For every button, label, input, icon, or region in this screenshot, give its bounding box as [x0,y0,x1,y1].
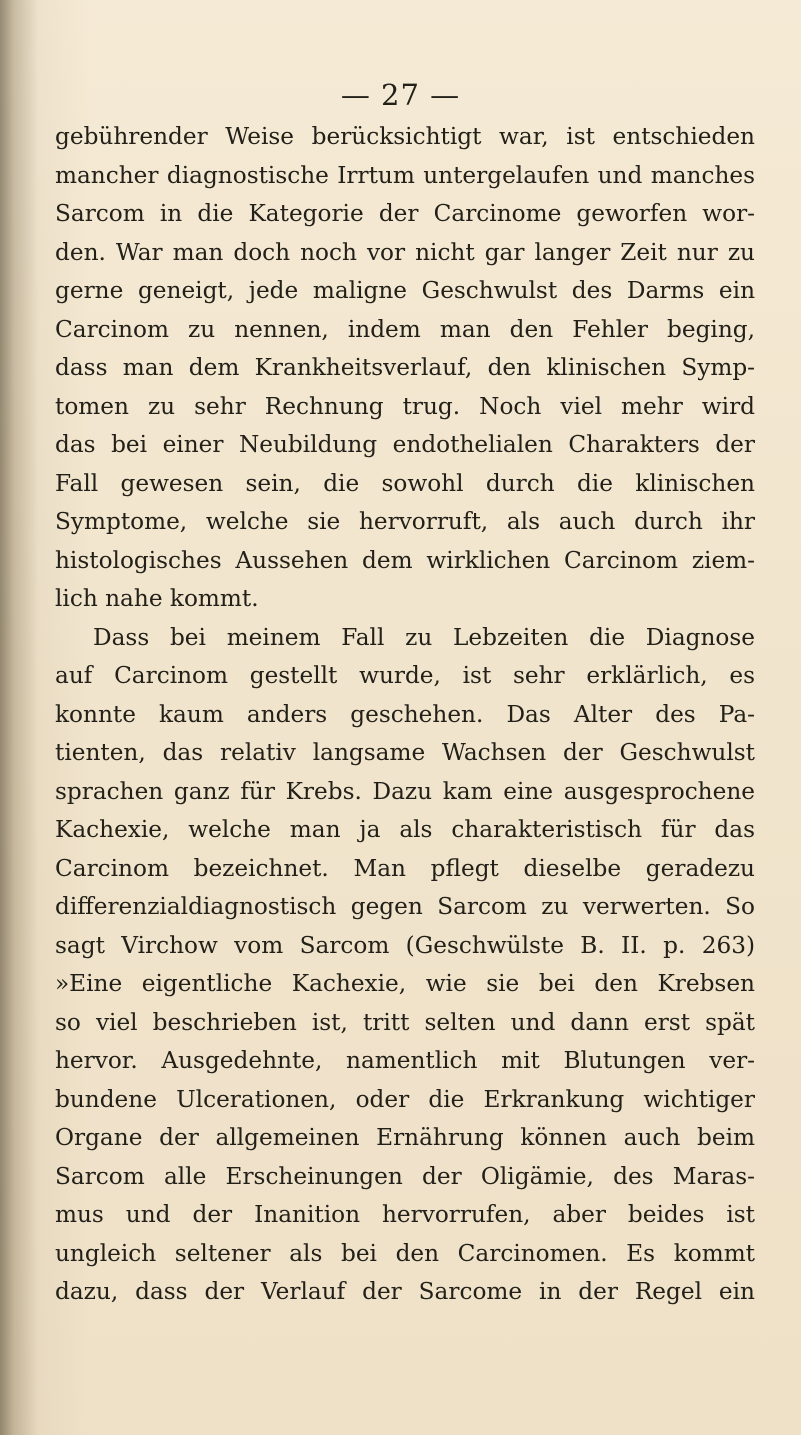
text-line: sagt Virchow vom Sarcom (Geschwülste B. II. p. 263) [55,931,755,959]
text-line: mus und der Inanition hervorrufen, aber beides ist [55,1201,755,1228]
text-line: histologisches Aussehen dem wirklichen Carcinom ziem- [55,546,755,574]
text-line: Fall gewesen sein, die sowohl durch die klinischen [55,469,755,497]
text-line: gebührender Weise berücksichtigt war, ist entschieden [55,123,755,150]
text-line: gerne geneigt, jede maligne Geschwulst des Darms ein [55,277,755,304]
page-number: — 27 — [340,78,461,112]
text-line: bundene Ulcerationen, oder die Erkrankung wichtiger [55,1085,755,1113]
page-gutter-shadow [0,0,38,1435]
text-line: sprachen ganz für Krebs. Dazu kam eine ausgesprochene [55,777,755,805]
text-line: hervor. Ausgedehnte, namentlich mit Blutungen ver- [55,1047,755,1074]
text-line: lich nahe kommt. [55,585,259,612]
text-line: tomen zu sehr Rechnung trug. Noch viel mehr wird [55,392,755,420]
text-line: Sarcom in die Kategorie der Carcinome geworfen wor- [55,200,755,227]
text-line: das bei einer Neubildung endothelialen Charakters der [55,431,755,458]
text-line: Carcinom zu nennen, indem man den Fehler beging, [55,315,755,343]
text-line: dass man dem Krankheitsverlauf, den klinischen Symp- [55,354,755,381]
text-line: differenzialdiagnostisch gegen Sarcom zu verwerten. So [55,893,755,920]
text-line: Dass bei meinem Fall zu Lebzeiten die Diagnose [93,623,755,651]
body-text [55,118,755,1312]
text-line: Organe der allgemeinen Ernährung können auch beim [55,1124,755,1151]
text-line: »Eine eigentliche Kachexie, wie sie bei den Krebsen [55,970,755,997]
text-line: Kachexie, welche man ja als charakteristisch für das [55,816,755,843]
text-line: Carcinom bezeichnet. Man pflegt dieselbe geradezu [55,854,755,882]
text-line: konnte kaum anders geschehen. Das Alter des Pa- [55,700,755,728]
text-line: mancher diagnostische Irrtum untergelaufen und manches [55,161,755,189]
text-line: Sarcom alle Erscheinungen der Oligämie, des Maras- [55,1162,755,1190]
text-line: ungleich seltener als bei den Carcinomen. Es kommt [55,1239,755,1267]
text-line: Symptome, welche sie hervorruft, als auch durch ihr [55,508,755,535]
text-line: auf Carcinom gestellt wurde, ist sehr erklärlich, es [55,662,755,689]
text-line: tienten, das relativ langsame Wachsen der Geschwulst [55,739,755,766]
text-line: so viel beschrieben ist, tritt selten und dann erst spät [55,1008,755,1036]
text-line: den. War man doch noch vor nicht gar langer Zeit nur zu [55,238,755,266]
text-line: dazu, dass der Verlauf der Sarcome in der Regel ein [55,1278,755,1305]
